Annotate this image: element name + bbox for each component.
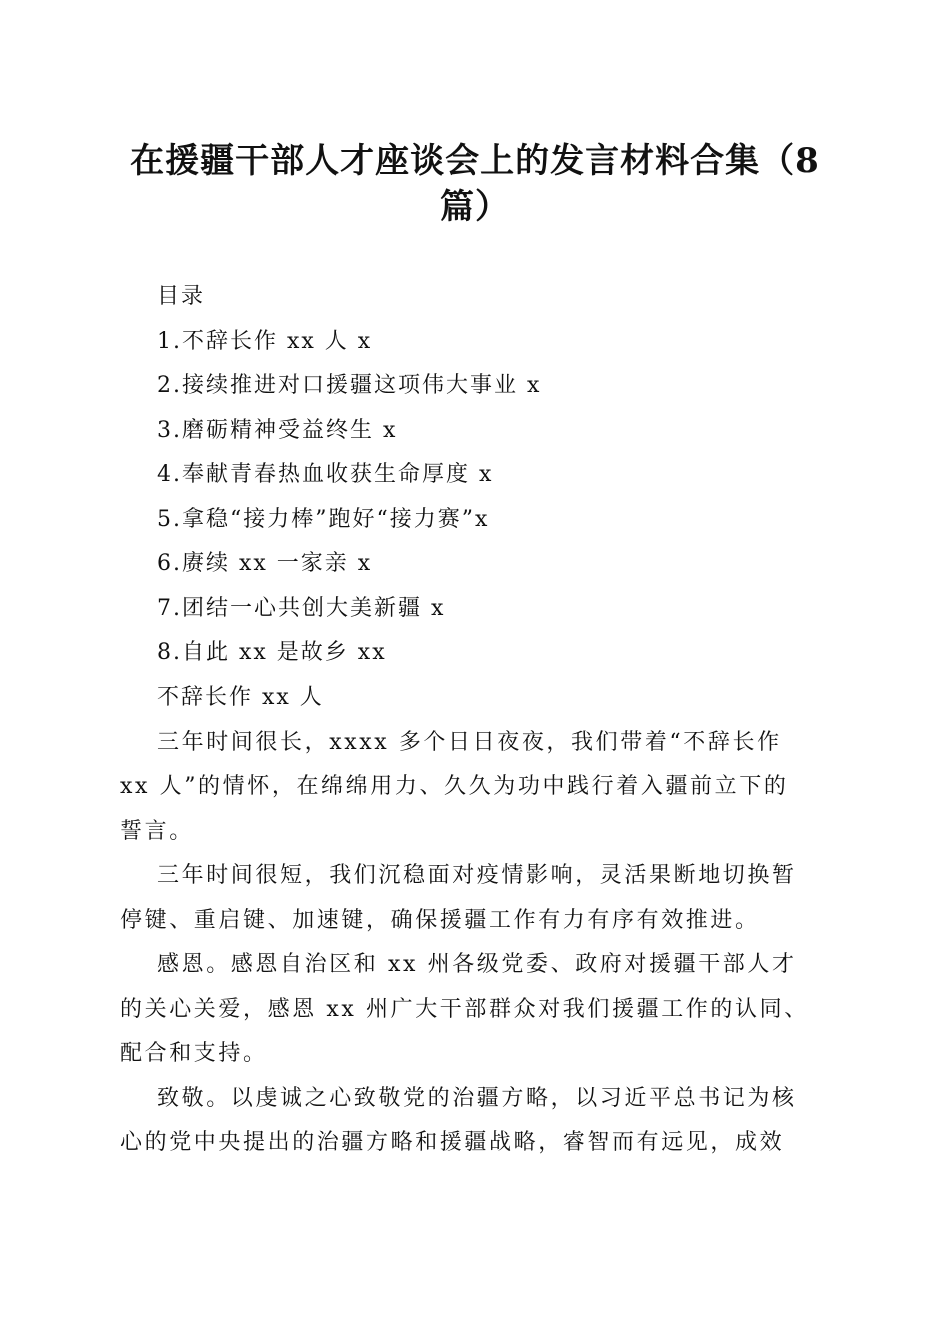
paragraph-line: 感恩。感恩自治区和 xx 州各级党委、政府对援疆干部人才: [157, 952, 797, 977]
paragraph-line: 配合和支持。: [120, 1041, 268, 1066]
toc-item: 7.团结一心共创大美新疆 x: [157, 596, 446, 621]
paragraph-line: 誓言。: [120, 819, 194, 844]
paragraph-line: 三年时间很长，xxxx 多个日日夜夜，我们带着“不辞长作: [157, 730, 782, 755]
toc-item: 2.接续推进对口援疆这项伟大事业 x: [157, 373, 542, 398]
paragraph-line: 的关心关爱，感恩 xx 州广大干部群众对我们援疆工作的认同、: [120, 997, 809, 1022]
title-line-1: 在援疆干部人才座谈会上的发言材料合集（8: [130, 141, 820, 181]
toc-item: 3.磨砺精神受益终生 x: [157, 418, 398, 443]
toc-item: 6.赓续 xx 一家亲 x: [157, 551, 373, 576]
paragraph-line: 三年时间很短，我们沉稳面对疫情影响，灵活果断地切换暂: [157, 863, 797, 888]
paragraph-line: xx 人”的情怀，在绵绵用力、久久为功中践行着入疆前立下的: [120, 774, 789, 799]
document-title: [120, 138, 830, 230]
paragraph-line: 停键、重启键、加速键，确保援疆工作有力有序有效推进。: [120, 908, 760, 933]
toc-item: 8.自此 xx 是故乡 xx: [157, 640, 387, 665]
toc-item: 4.奉献青春热血收获生命厚度 x: [157, 462, 494, 487]
paragraph-line: 心的党中央提出的治疆方略和援疆战略，睿智而有远见，成效: [120, 1130, 785, 1155]
toc-item: 5.拿稳“接力棒”跑好“接力赛”x: [157, 507, 490, 532]
section-heading: 不辞长作 xx 人: [157, 685, 324, 710]
toc-item: 1.不辞长作 xx 人 x: [157, 329, 373, 354]
paragraph-line: 致敬。以虔诚之心致敬党的治疆方略，以习近平总书记为核: [157, 1086, 797, 1111]
title-line-2: 篇）: [440, 187, 510, 227]
toc-heading: 目录: [157, 284, 206, 309]
